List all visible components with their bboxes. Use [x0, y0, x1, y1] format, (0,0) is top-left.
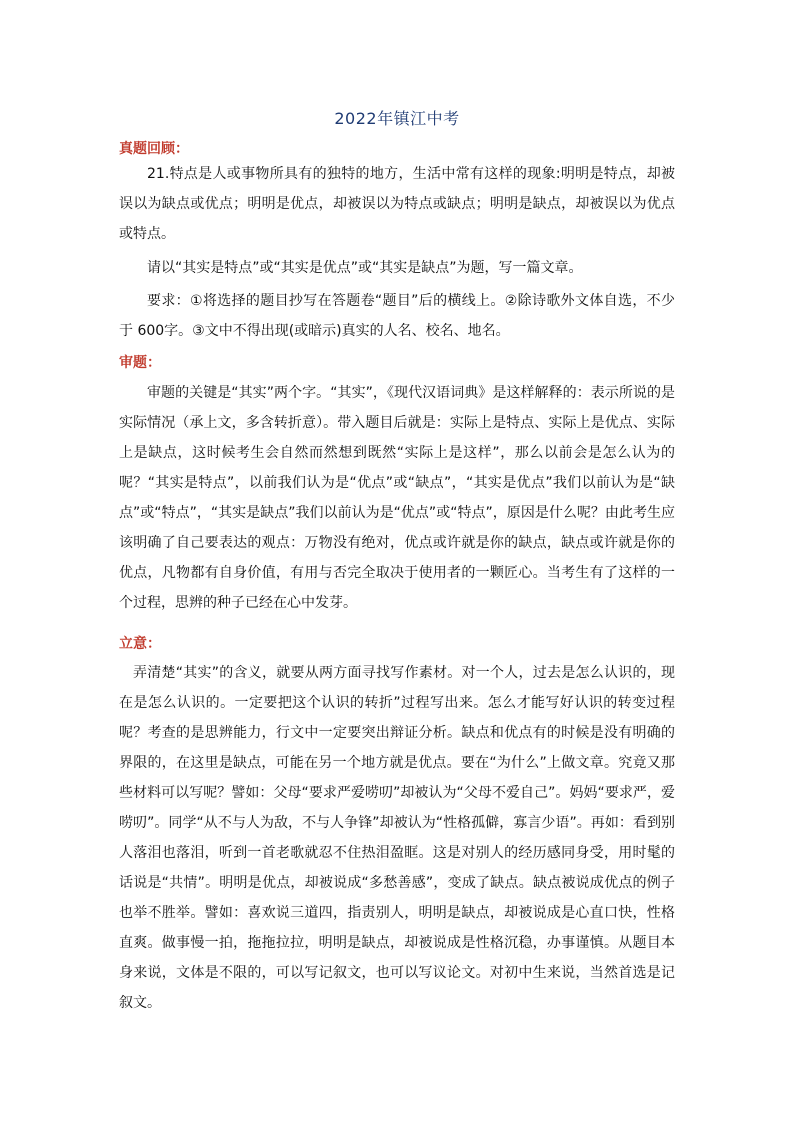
page-title: 2022年镇江中考 — [334, 109, 460, 128]
section-heading-review: 真题回顾： — [119, 141, 189, 157]
requirements-paragraph: 要求：①将选择的题目抄写在答题卷“题目”后的横线上。②除诗歌外文体自选，不少于 600字。③文中不得出现(或暗示)真实的人名、校名、地名。 — [119, 293, 675, 339]
concept-paragraph: 弄清楚“其实”的含义，就要从两方面寻找写作素材。对一个人，过去是怎么认识的，现在是怎么认识的。一定要把这个认识的转折”过程写出来。怎么才能写好认识的转变过程呢？考查的是思辨能力，行文中一定要突出辩证分析。缺点和优点有的时候是没有明确的界限的，在这里是缺点，可能在另一个地方就是优点。要在“为什么”上做文章。究竟又那些材料可以写呢？譬如：父母“要求严爱唠叨”却被认为“父母不爱自己”。妈妈“要求严，爱唠叨”。同学“从不与人为敌，不与人争锋”却被认为“性格孤僻，寡言少语”。再如：看到别人落泪也落泪，听到一首老歌就忍不住热泪盈眶。这是对别人的经历感同身受，用时髦的话说是“共情”。明明是优点，却被说成“多愁善感”，变成了缺点。缺点被说成优点的例子也举不胜举。譬如：喜欢说三道四，指责别人，明明是缺点，却被说成是心直口快，性格直爽。做事慢一拍，拖拖拉拉，明明是缺点，却被说成是性格沉稳，办事谨慎。从题目本身来说，文体是不限的，可以写记叙文，也可以写议论文。对初中生来说，当然首选是记叙文。 — [119, 665, 675, 1011]
question-paragraph: 21.特点是人或事物所具有的独特的地方，生活中常有这样的现象:明明是特点，却被误以为缺点或优点；明明是优点，却被误以为特点或缺点；明明是缺点，却被误以为优点或特点。 — [119, 166, 675, 242]
section-heading-analysis: 审题： — [119, 355, 161, 371]
analysis-paragraph: 审题的关键是“其实”两个字。“其实”，《现代汉语词典》是这样解释的：表示所说的是实际情况（承上文，多含转折意）。带入题目后就是：实际上是特点、实际上是优点、实际上是缺点，这时候考生会自然而然想到既然“实际上是这样”，那么以前会是怎么认为的呢？“其实是特点”，以前我们认为是“优点”或“缺点”，“其实是优点”我们以前认为是“缺点”或“特点”，“其实是缺点”我们以前认为是“优点”或“特点”，原因是什么呢？由此考生应该明确了自己要表达的观点：万物没有绝对，优点或许就是你的缺点，缺点或许就是你的优点，凡物都有自身价值，有用与否完全取决于使用者的一颗匠心。当考生有了这样的一个过程，思辨的种子已经在心中发芽。 — [119, 385, 675, 611]
section-heading-concept: 立意： — [119, 636, 161, 652]
instruction-paragraph: 请以“其实是特点”或“其实是优点”或“其实是缺点”为题，写一篇文章。 — [147, 260, 583, 276]
